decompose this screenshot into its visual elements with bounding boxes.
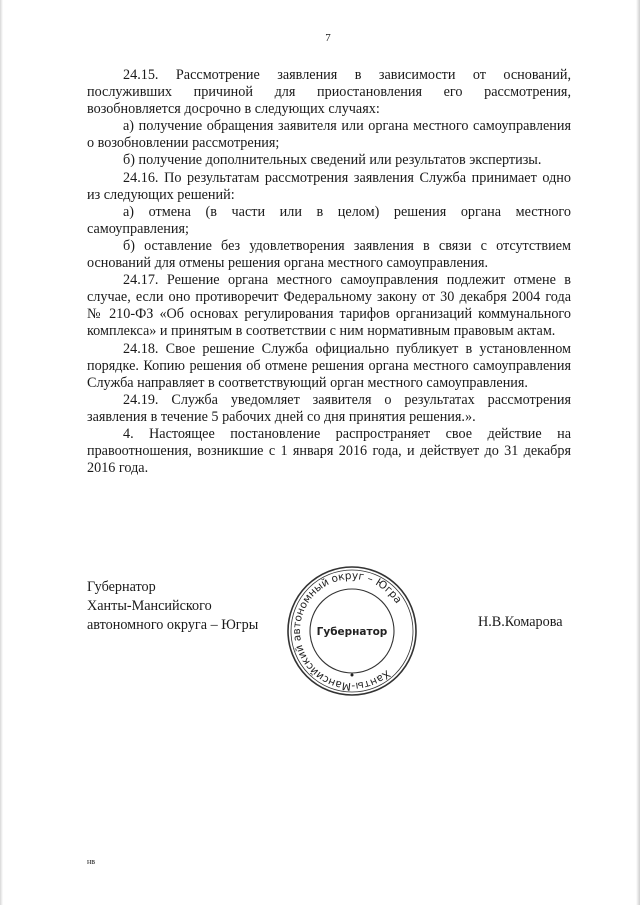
position-line-3: автономного округа – Югры bbox=[87, 617, 259, 633]
signatory-position bbox=[87, 578, 258, 635]
paragraph-4: 4. Настоящее постановление распространяет свое действие на правоотношения, возникшие с 1 января 2016 года, и действует до 31 декабря 2016 года. bbox=[87, 425, 571, 477]
paragraph-24-15-a: а) получение обращения заявителя или органа местного самоуправления о возобновлении рассмотрения; bbox=[87, 118, 571, 152]
paragraph-24-16-b: б) оставление без удовлетворения заявления в связи с отсутствием оснований для отмены решения органа местного самоуправления. bbox=[87, 237, 571, 272]
signatory-name: Н.В.Комарова bbox=[478, 614, 563, 630]
scan-edge-left bbox=[0, 0, 3, 905]
svg-text:Губернатор: Губернатор bbox=[316, 626, 388, 638]
paragraph-24-16: 24.16. По результатам рассмотрения заявления Служба принимает одно из следующих решений: bbox=[87, 169, 571, 203]
page-number: 7 bbox=[325, 32, 331, 44]
scan-edge-right bbox=[636, 0, 640, 905]
paragraph-24-16-a: а) отмена (в части или в целом) решения органа местного самоуправления; bbox=[87, 203, 571, 237]
svg-text:Ханты-Мансийский автономный ок: Ханты-Мансийский автономный округ – Югра bbox=[290, 569, 405, 693]
paragraph-24-17: 24.17. Решение органа местного самоуправления подлежит отмене в случае, если оно противоречит Федеральному закону от 30 декабря 2004 года № 210-ФЗ «Об основах регулирования тарифов организаций коммунального комплекса» и принятым в соответствии с ним нормативным правовым актам. bbox=[87, 272, 571, 340]
position-line-1: Губернатор bbox=[87, 579, 156, 595]
paragraph-24-19: 24.19. Служба уведомляет заявителя о результатах рассмотрения заявления в течение 5 рабочих дней со дня принятия решения.». bbox=[87, 391, 571, 425]
paragraph-24-18: 24.18. Свое решение Служба официально публикует в установленном порядке. Копию решения об отмене решения органа местного самоуправления Служба направляет в соответствующий орган местного самоуправления. bbox=[87, 340, 571, 391]
document-body bbox=[87, 67, 571, 477]
official-seal bbox=[284, 563, 420, 699]
seal-graphic bbox=[284, 563, 420, 699]
executor-initials: нв bbox=[87, 857, 96, 866]
position-line-2: Ханты-Мансийского bbox=[87, 598, 212, 614]
paragraph-24-15: 24.15. Рассмотрение заявления в зависимости от оснований, послуживших причиной для приостановления его рассмотрения, возобновляется досрочно в следующих случаях: bbox=[87, 67, 571, 118]
paragraph-24-15-b: б) получение дополнительных сведений или результатов экспертизы. bbox=[123, 152, 542, 169]
